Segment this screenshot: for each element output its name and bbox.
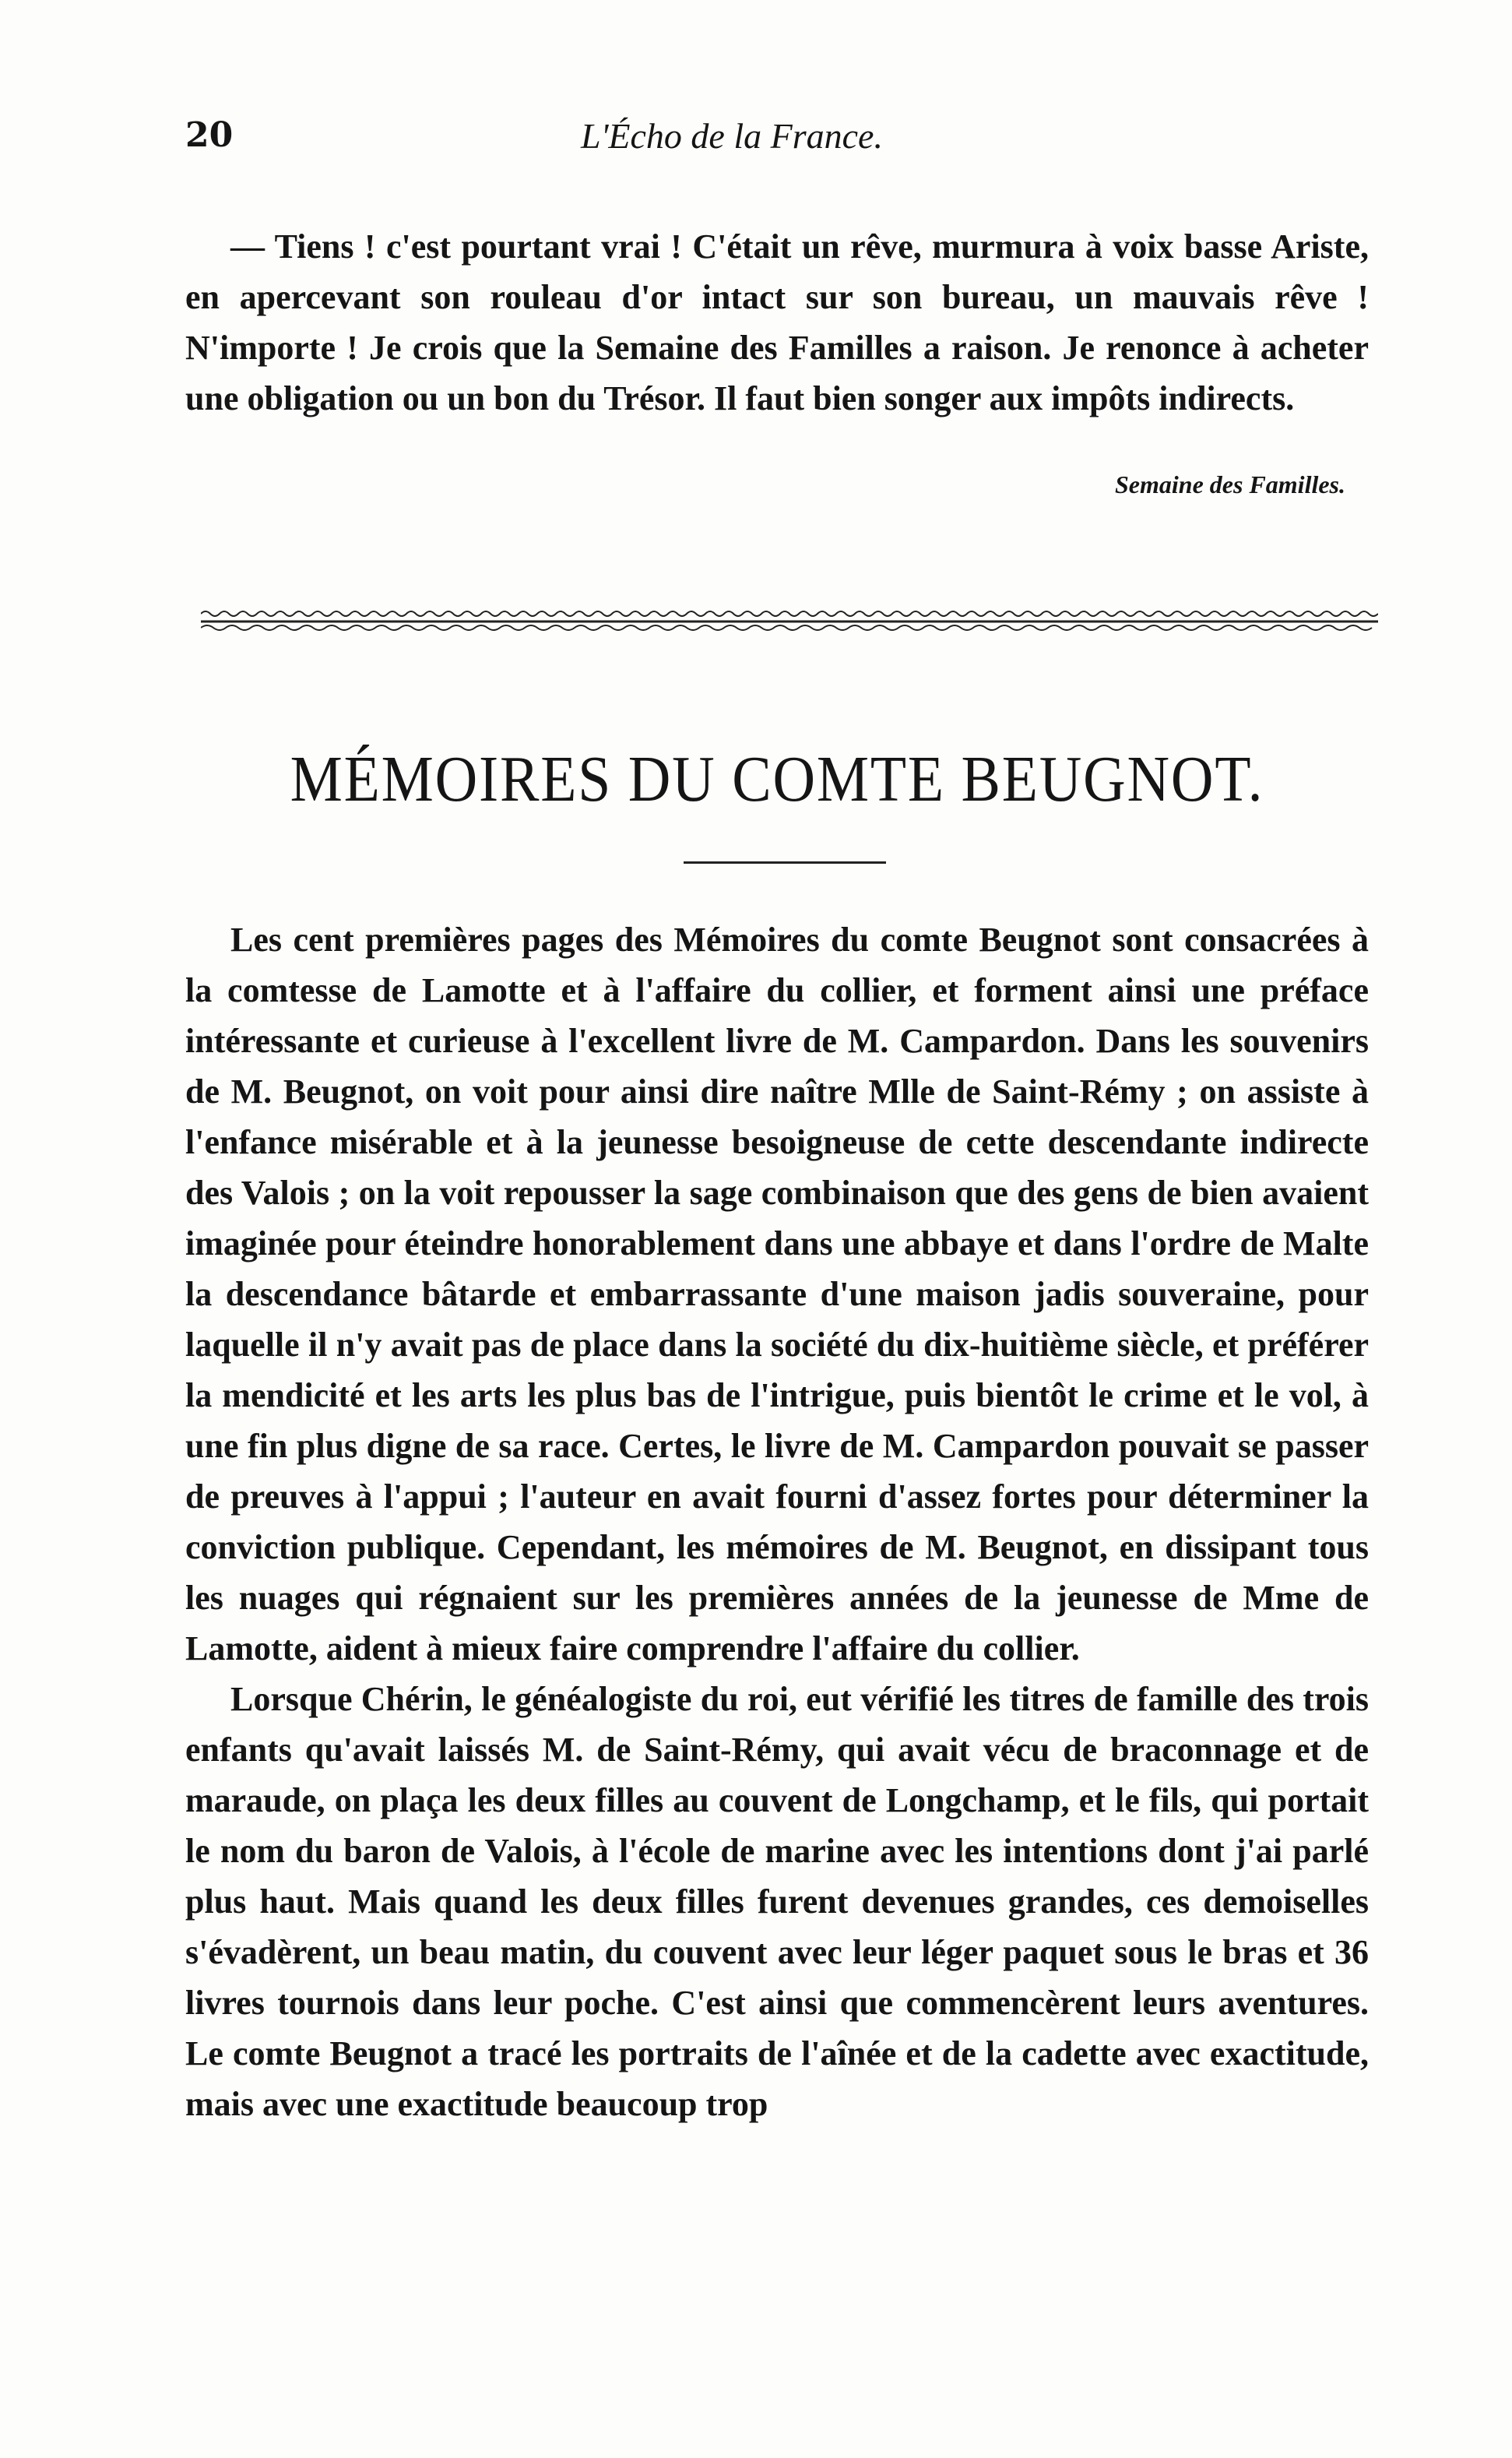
ornamental-divider bbox=[201, 606, 1378, 634]
article-paragraph: Les cent premières pages des Mémoires du comte Beugnot sont consacrées à la comtesse de Lamotte et à l'affaire du collier, et forment ainsi une préface intéressante et curieuse à l'excellent livre de M. Campardon. Dans les souvenirs de M. Beugnot, on voit pour ainsi dire naître Mlle de Saint-Rémy ; on assiste à l'enfance misérable et à la jeunesse besoigneuse de cette descendante indirecte des Valois ; on la voit repousser la sage combinaison que des gens de bien avaient imaginée pour éteindre honorablement dans une abbaye et dans l'ordre de Malte la descendance bâtarde et embarrassante d'une maison jadis souveraine, pour laquelle il n'y avait pas de place dans la société du dix-huitième siècle, et préférer la mendicité et les arts les plus bas de l'intrigue, puis bientôt le crime et le vol, à une fin plus digne de sa race. Certes, le livre de M. Campardon pouvait se passer de preuves à l'appui ; l'auteur en avait fourni d'assez fortes pour déterminer la conviction publique. Cependant, les mémoires de M. Beugnot, en dissipant tous les nuages qui régnaient sur les premières années de la jeunesse de Mme de Lamotte, aident à mieux faire comprendre l'affaire du collier. bbox=[185, 921, 1369, 1667]
continuation-paragraph: — Tiens ! c'est pourtant vrai ! C'était un rêve, murmura à voix basse Ariste, en apercevant son rouleau d'or intact sur son bureau, un mauvais rêve ! N'importe ! Je crois que la Semaine des Familles a raison. Je renonce à acheter une obligation ou un bon du Trésor. Il faut bien songer aux impôts indirects. bbox=[185, 227, 1369, 417]
running-head bbox=[185, 115, 1345, 170]
attribution: Semaine des Familles. bbox=[1115, 470, 1345, 498]
journal-title: L'Écho de la France. bbox=[581, 116, 883, 156]
page-number: 20 bbox=[185, 115, 234, 155]
article-title: MÉMOIRES DU COMTE BEUGNOT. bbox=[290, 743, 1264, 815]
continuation-block bbox=[185, 221, 1369, 424]
article-paragraph: Lorsque Chérin, le généalogiste du roi, eut vérifié les titres de famille des trois enfants qu'avait laissés M. de Saint-Rémy, qui avait vécu de braconnage et de maraude, on plaça les deux filles au couvent de Longchamp, et le fils, qui portait le nom du baron de Valois, à l'école de marine avec les intentions dont j'ai parlé plus haut. Mais quand les deux filles furent devenues grandes, ces demoiselles s'évadèrent, un beau matin, du couvent avec leur léger paquet sous le bras et 36 livres tournois dans leur poche. C'est ainsi que commencèrent leurs aventures. Le comte Beugnot a tracé les portraits de l'aînée et de la cadette avec exactitude, mais avec une exactitude beaucoup trop bbox=[185, 1680, 1369, 2123]
title-rule bbox=[684, 861, 886, 864]
article-body bbox=[185, 914, 1369, 2129]
